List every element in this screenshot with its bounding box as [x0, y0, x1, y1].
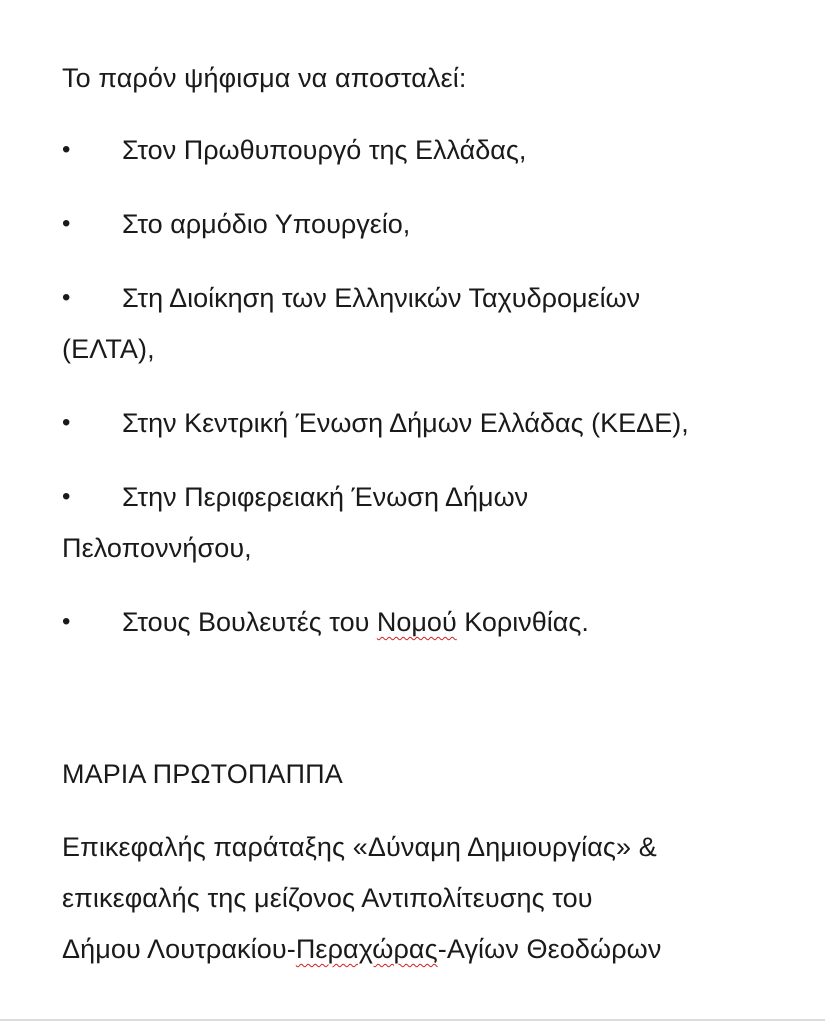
- line-3-pre: Δήμου Λουτρακίου-: [62, 934, 296, 964]
- recipient-2: Στο αρμόδιο Υπουργείο,: [122, 209, 411, 239]
- recipient-5-continuation: Πελοποννήσου,: [62, 533, 252, 563]
- recipient-1: Στον Πρωθυπουργό της Ελλάδας,: [122, 135, 527, 165]
- spellcheck-flagged-word[interactable]: Περαχώρας: [295, 934, 438, 964]
- recipient-6-pre: Στους Βουλευτές του: [122, 607, 377, 637]
- line-3-post: -Αγίων Θεοδώρων: [437, 934, 662, 964]
- bullet-icon: •: [62, 409, 71, 436]
- recipient-3: Στη Διοίκηση των Ελληνικών Ταχυδρομείων: [122, 283, 641, 313]
- recipient-6: [122, 606, 589, 638]
- bullet-icon: •: [62, 483, 71, 510]
- bullet-icon: •: [62, 284, 71, 311]
- recipient-6-post: Κορινθίας.: [456, 607, 589, 637]
- signatory-title-line-3: [62, 933, 661, 965]
- spellcheck-flagged-word[interactable]: Νομού: [376, 607, 457, 637]
- signatory-name: ΜΑΡΙΑ ΠΡΩΤΟΠΑΠΠΑ: [62, 759, 343, 789]
- intro-text: Το παρόν ψήφισμα να αποσταλεί:: [62, 63, 467, 93]
- recipient-5: Στην Περιφερειακή Ένωση Δήμων: [122, 482, 529, 512]
- recipient-4: Στην Κεντρική Ένωση Δήμων Ελλάδας (ΚΕΔΕ),: [122, 408, 689, 438]
- recipient-3-continuation: (ΕΛΤΑ),: [62, 334, 155, 364]
- page-bottom-divider: [0, 1019, 825, 1021]
- bullet-icon: •: [62, 210, 71, 237]
- signatory-title-line-1: Επικεφαλής παράταξης «Δύναμη Δημιουργίας» &: [62, 832, 657, 862]
- signatory-title-line-2: επικεφαλής της μείζονος Αντιπολίτευσης του: [62, 883, 593, 913]
- bullet-icon: •: [62, 136, 71, 163]
- bullet-icon: •: [62, 608, 71, 635]
